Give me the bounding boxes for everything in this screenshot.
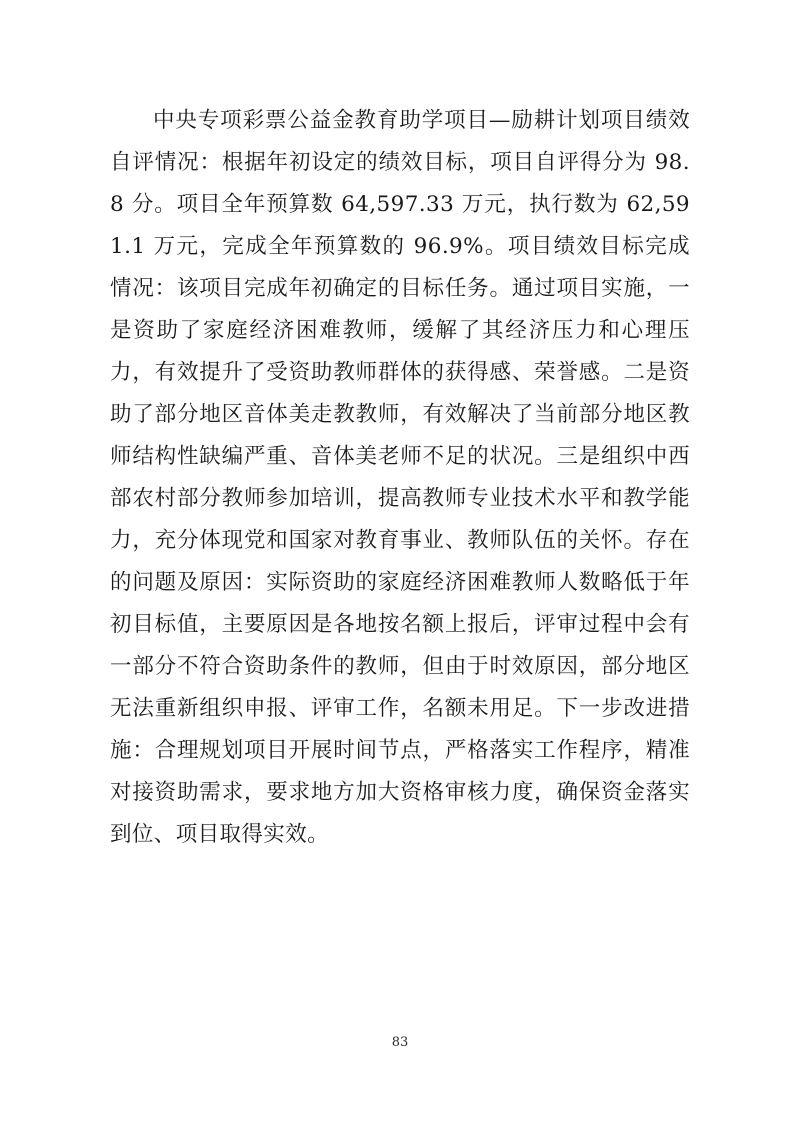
page-content — [110, 100, 690, 856]
body-paragraph: 中央专项彩票公益金教育助学项目—励耕计划项目绩效自评情况：根据年初设定的绩效目标，项目自评得分为 98.8 分。项目全年预算数 64,597.33 万元，执行数为 62,591.1 万元，完成全年预算数的 96.9%。项目绩效目标完成情况：该项目完成年初确定的目标任务。通过项目实施，一是资助了家庭经济困难教师，缓解了其经济压力和心理压力，有效提升了受资助教师群体的获得感、荣誉感。二是资助了部分地区音体美走教教师，有效解决了当前部分地区教师结构性缺编严重、音体美老师不足的状况。三是组织中西部农村部分教师参加培训，提高教师专业技术水平和教学能力，充分体现党和国家对教育事业、教师队伍的关怀。存在的问题及原因：实际资助的家庭经济困难教师人数略低于年初目标值，主要原因是各地按名额上报后，评审过程中会有一部分不符合资助条件的教师，但由于时效原因，部分地区无法重新组织申报、评审工作，名额未用足。下一步改进措施：合理规划项目开展时间节点，严格落实工作程序，精准对接资助需求，要求地方加大资格审核力度，确保资金落实到位、项目取得实效。 — [110, 108, 690, 847]
page-number: 83 — [391, 1035, 409, 1050]
